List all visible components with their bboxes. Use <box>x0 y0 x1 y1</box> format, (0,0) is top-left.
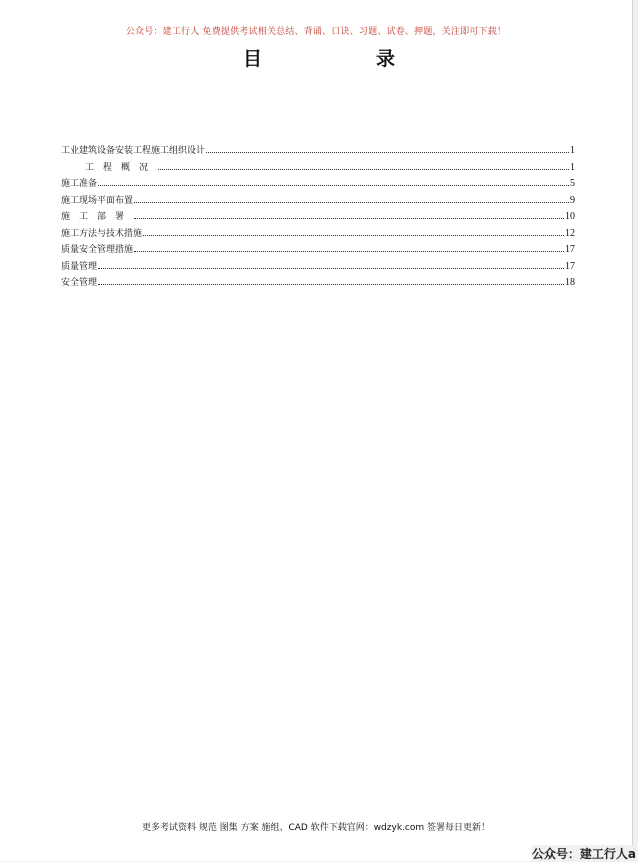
watermark-text: 公众号：建工行人a <box>531 847 636 861</box>
toc-leader <box>206 151 569 153</box>
toc-leader <box>134 201 569 203</box>
toc-leader <box>134 217 564 219</box>
toc-entry-label: 质量安全管理措施 <box>61 245 134 255</box>
toc-entry-label: 施工准备 <box>61 179 98 189</box>
toc-entry-label: 施工部署 <box>61 212 134 222</box>
toc-entry-main[interactable] <box>61 143 575 160</box>
page-title-char-2: 录 <box>376 48 396 70</box>
toc-entry-site-layout[interactable] <box>61 193 575 210</box>
page-title-char-1: 目 <box>243 48 263 70</box>
page-title <box>0 44 632 70</box>
toc-entry-page: 5 <box>570 178 575 189</box>
toc-entry-methods[interactable] <box>61 226 575 243</box>
table-of-contents <box>61 143 575 292</box>
toc-entry-page: 1 <box>570 161 575 173</box>
toc-leader <box>143 234 564 236</box>
toc-entry-page: 18 <box>565 277 575 288</box>
toc-leader <box>98 267 564 269</box>
toc-entry-overview[interactable] <box>61 160 575 177</box>
toc-entry-label: 施工现场平面布置 <box>61 195 134 206</box>
toc-entry-page: 1 <box>570 145 575 156</box>
toc-leader <box>134 250 564 252</box>
footer-text: 更多考试资料 规范 图集 方案 施组、CAD 软件下载官网：wdzyk.com 签署每日更新！ <box>142 823 490 833</box>
toc-entry-page: 17 <box>565 244 575 255</box>
toc-entry-label: 质量管理 <box>61 261 98 272</box>
toc-leader <box>98 283 564 285</box>
toc-entry-page: 12 <box>565 227 575 239</box>
toc-entry-page: 10 <box>565 211 575 222</box>
toc-entry-deployment[interactable] <box>61 209 575 226</box>
toc-entry-page: 9 <box>570 194 575 206</box>
toc-entry-label: 工程概况 <box>85 162 158 173</box>
toc-entry-quality-safety[interactable] <box>61 242 575 259</box>
toc-leader <box>98 184 569 186</box>
toc-leader <box>158 168 569 170</box>
toc-entry-quality[interactable] <box>61 259 575 276</box>
toc-entry-preparation[interactable] <box>61 176 575 193</box>
toc-entry-label: 工业建筑设备安装工程施工组织设计 <box>61 146 206 156</box>
toc-entry-label: 施工方法与技术措施 <box>61 228 143 239</box>
header-banner: 公众号：建工行人 免费提供考试相关总结、背诵、口诀、习题、试卷、押题，关注即可下载！ <box>125 27 507 37</box>
toc-entry-safety[interactable] <box>61 275 575 292</box>
toc-entry-page: 17 <box>565 260 575 272</box>
toc-entry-label: 安全管理 <box>61 278 98 288</box>
